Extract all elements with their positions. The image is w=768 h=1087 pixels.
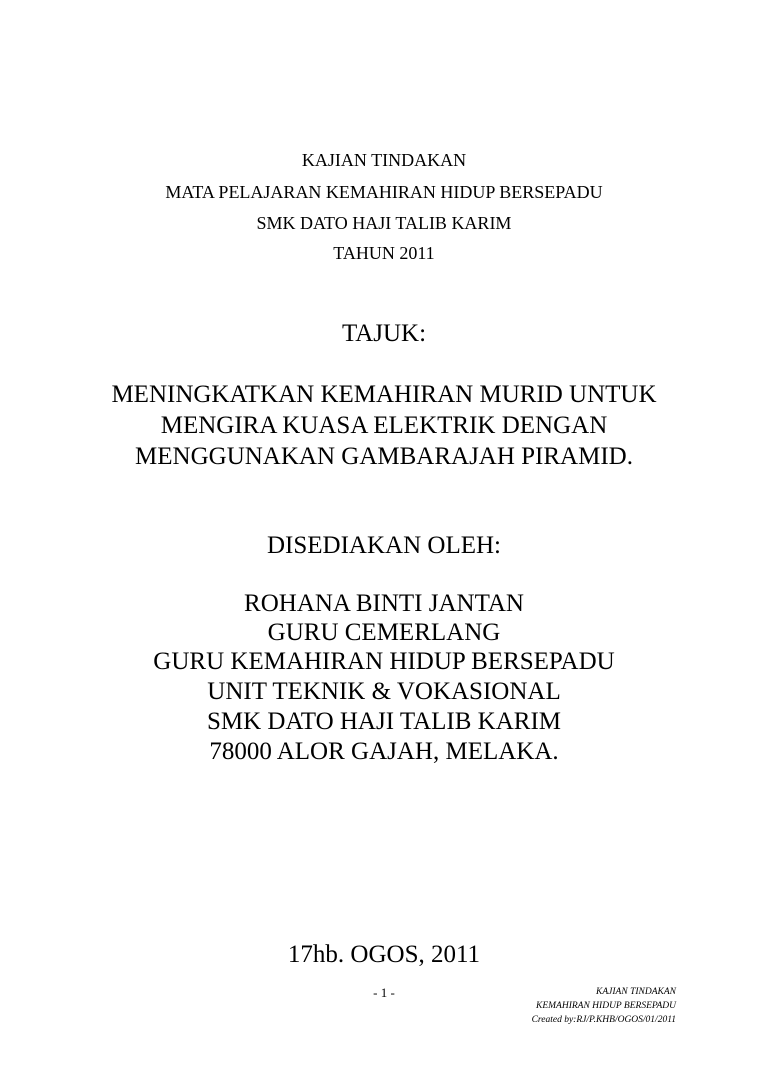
author-school: SMK DATO HAJI TALIB KARIM (206, 708, 562, 735)
header-line-year: TAHUN 2011 (333, 243, 435, 263)
author-label: DISEDIAKAN OLEH: (267, 532, 501, 559)
author-unit: UNIT TEKNIK & VOKASIONAL (207, 678, 561, 705)
document-date: 17hb. OGOS, 2011 (287, 941, 481, 968)
author-name: ROHANA BINTI JANTAN (244, 590, 524, 617)
footer-line-subject: KEMAHIRAN HIDUP BERSEPADU (535, 1001, 676, 1011)
title-line-3: MENGGUNAKAN GAMBARAJAH PIRAMID. (135, 443, 633, 470)
header-line-subject: MATA PELAJARAN KEMAHIRAN HIDUP BERSEPADU (165, 182, 603, 202)
footer-line-study: KAJIAN TINDAKAN (596, 987, 676, 997)
header-line-school: SMK DATO HAJI TALIB KARIM (256, 213, 512, 233)
author-subject: GURU KEMAHIRAN HIDUP BERSEPADU (153, 648, 615, 675)
author-address: 78000 ALOR GAJAH, MELAKA. (209, 738, 559, 765)
title-line-2: MENGIRA KUASA ELEKTRIK DENGAN (160, 412, 608, 439)
footer-line-created: Created by:RJ/P.KHB/OGOS/01/2011 (531, 1015, 676, 1025)
page-number: - 1 - (373, 985, 395, 1000)
header-line-study: KAJIAN TINDAKAN (301, 150, 467, 170)
title-label: TAJUK: (341, 320, 427, 347)
title-line-1: MENINGKATKAN KEMAHIRAN MURID UNTUK (111, 381, 657, 408)
author-title: GURU CEMERLANG (267, 619, 501, 646)
